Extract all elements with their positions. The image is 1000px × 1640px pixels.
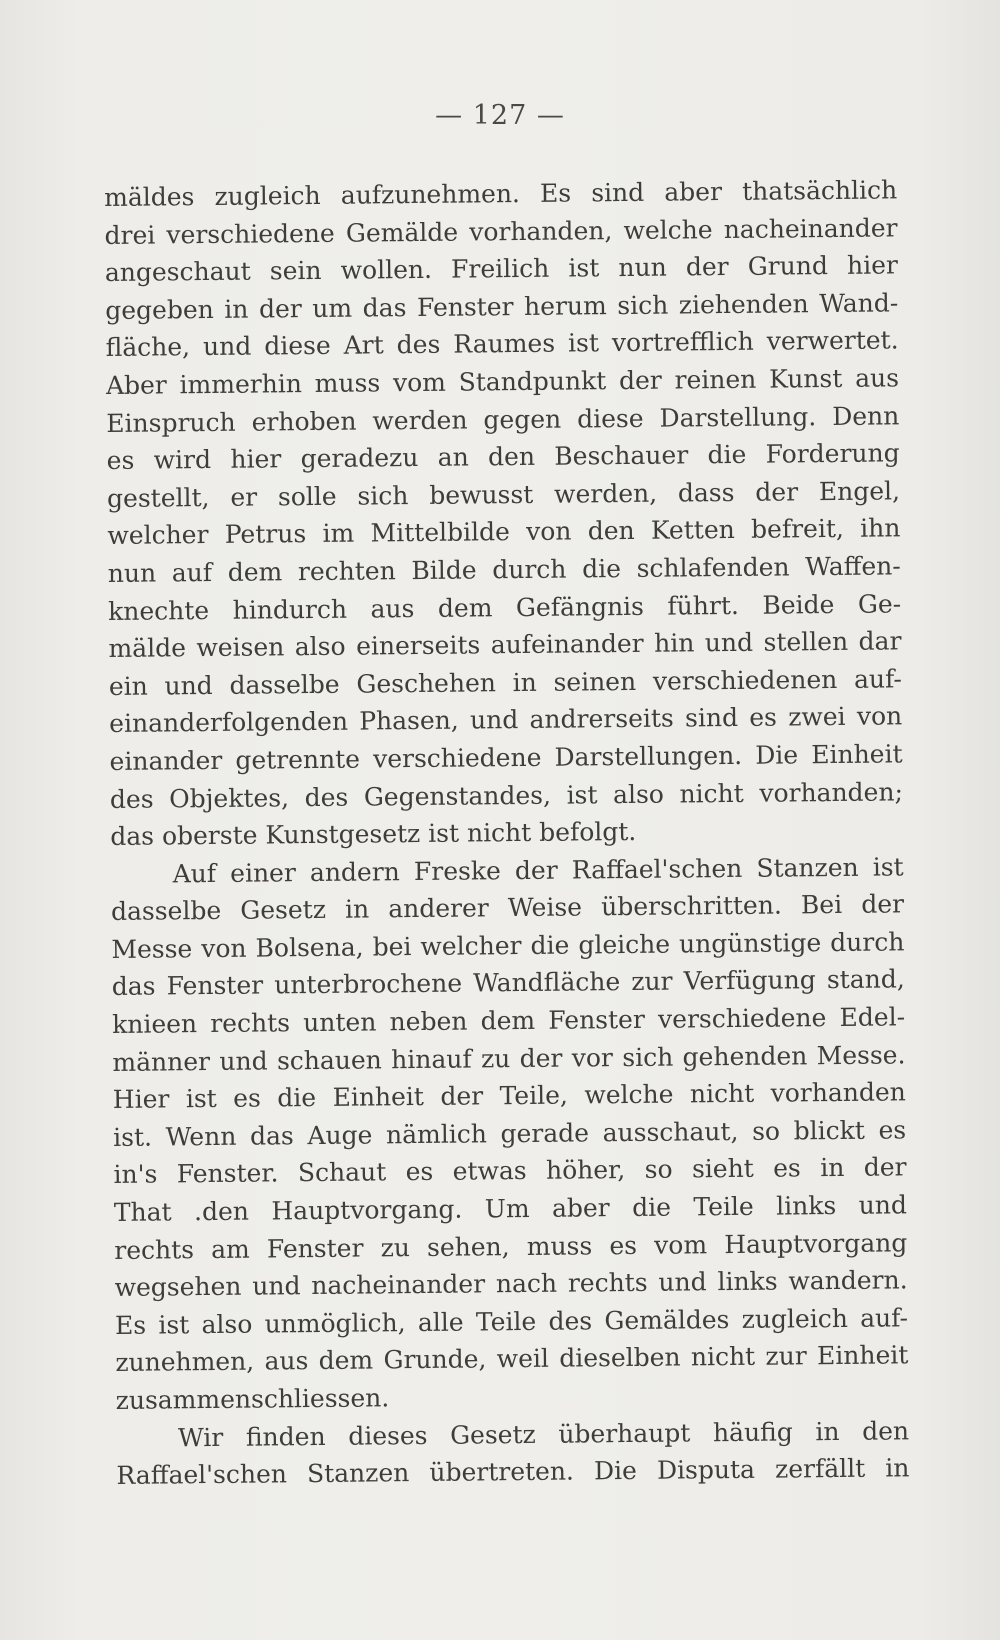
text-line: Raffael'schen Stanzen übertreten. Die Disputa zerfällt in [116, 1453, 910, 1491]
text-line: angeschaut sein wollen. Freilich ist nun der Grund hier [104, 250, 899, 288]
text-line: Messe von Bolsena, bei welcher die gleiche ungünstige durch [111, 927, 905, 964]
text-line: zusammenschliessen. [115, 1383, 390, 1415]
text-line: mäldes zugleich aufzunehmen. Es sind aber thatsächlich [104, 175, 898, 212]
text-line: das Fenster unterbrochene Wandfläche zur Verfügung stand, [111, 964, 905, 1002]
text-line: ist. Wenn das Auge nämlich gerade ausschaut, so blickt es [113, 1115, 907, 1152]
text-line: Auf einer andern Freske der Raffael'schen Stanzen ist [172, 852, 904, 889]
text-line: knieen rechts unten neben dem Fenster verschiedene Edel- [111, 1002, 906, 1040]
paragraph-2 [110, 848, 908, 1419]
text-line: mälde weisen also einerseits aufeinander hin und stellen dar [108, 626, 902, 664]
body-text [104, 171, 910, 1494]
text-line: gestellt, er solle sich bewusst werden, dass der Engel, [106, 476, 901, 513]
page-number-header: — 127 — [435, 100, 565, 131]
text-line: Aber immerhin muss vom Standpunkt der reinen Kunst aus [105, 363, 900, 400]
text-line: gegeben in der um das Fenster herum sich ziehenden Wand- [105, 288, 899, 325]
paragraph-1 [104, 171, 903, 855]
text-line: ein und dasselbe Geschehen in seinen verschiedenen auf- [108, 664, 902, 701]
text-line: dasselbe Gesetz in anderer Weise überschritten. Bei der [110, 889, 905, 927]
text-line: drei verschiedene Gemälde vorhanden, welche nacheinander [104, 212, 898, 250]
text-line: Wir finden dieses Gesetz überhaupt häufig in den [177, 1415, 910, 1452]
text-line: knechte hindurch aus dem Gefängnis führt. Beide Ge- [108, 588, 902, 626]
text-line: männer und schauen hinauf zu der vor sich gehenden Messe. [112, 1040, 906, 1077]
text-line: Hier ist es die Einheit der Teile, welche nicht vorhanden [112, 1077, 906, 1115]
text-line: einanderfolgenden Phasen, und andrerseits sind es zwei von [109, 701, 903, 739]
text-line: das oberste Kunstgesetz ist nicht befolgt. [110, 817, 637, 852]
text-line: Es ist also unmöglich, alle Teile des Gemäldes zugleich auf- [114, 1303, 909, 1340]
text-line: zunehmen, aus dem Grunde, weil dieselben nicht zur Einheit [115, 1340, 909, 1378]
text-line: es wird hier geradezu an den Beschauer die Forderung [106, 438, 900, 476]
text-line: Einspruch erhoben werden gegen diese Darstellung. Denn [106, 400, 900, 438]
text-line: welcher Petrus im Mittelbilde von den Ketten befreit, ihn [107, 513, 901, 551]
text-line: nun auf dem rechten Bilde durch die schlafenden Waffen- [107, 551, 901, 588]
text-line: wegsehen und nacheinander nach rechts und links wandern. [114, 1265, 908, 1303]
text-line: fläche, und diese Art des Raumes ist vortrefflich verwertet. [105, 325, 899, 363]
text-line: einander getrennte verschiedene Darstellungen. Die Einheit [109, 739, 903, 776]
paragraph-3 [116, 1412, 910, 1495]
text-line: des Objektes, des Gegenstandes, ist also nicht vorhanden; [109, 776, 904, 814]
text-line: in's Fenster. Schaut es etwas höher, so sieht es in der [113, 1152, 907, 1190]
text-line: rechts am Fenster zu sehen, muss es vom Hauptvorgang [114, 1227, 908, 1265]
text-line: That .den Hauptvorgang. Um aber die Teile links und [113, 1190, 908, 1227]
